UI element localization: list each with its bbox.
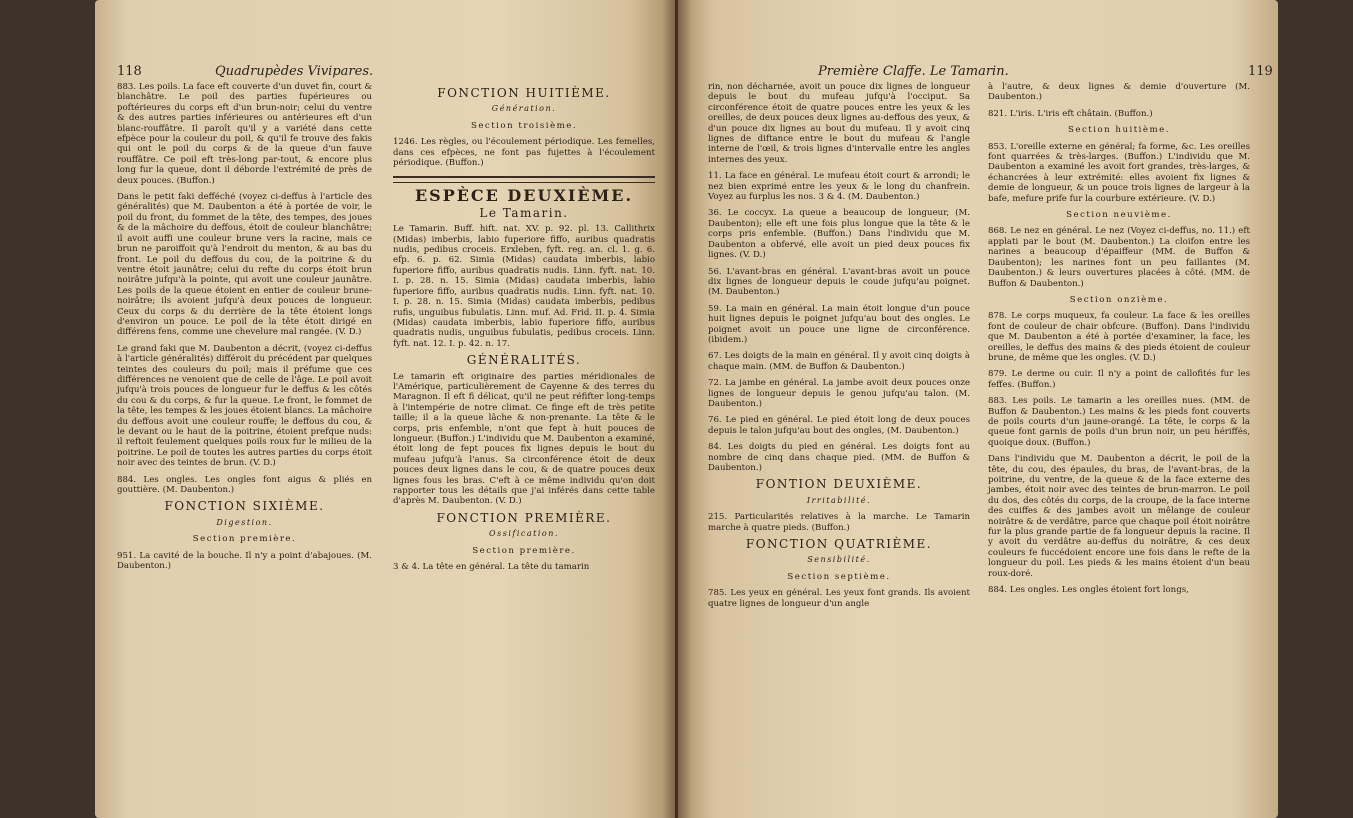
left-running-head: Quadrupèdes Vivipares. [215, 64, 374, 79]
paragraph: Le Tamarin. Buff. hift. nat. XV. p. 92. pl. 13. Callithrix (Midas) imberbis, labio fuperiore fiffo, auribus quadratis nudis, pedibus croceis. Erxleben, fyft. reg. an. cl. 1. g. 6. efp. 6. p. 62. Simia (Midas) caudata imberbis, labio fuperiore fiffo, auribus quadratis nudis. Linn. fyft. nat. 10. I. p. 28. n. 15. Simia (Midas) caudata imberbis, labio fuperiore fiffo, auribus quadratis nudis. Linn. fyft. nat. 10. I. p. 28. n. 15. Simia (Midas) caudata imberbis, pedibus rufis, unguibus fubulatis. Linn. muf. Ad. Frid. II. p. 4. Simia (Midas) caudata imberbis, labio fuperiore fiffo, auribus quadratis nudis, unguibus fubulatis, pedibus croceis. Linn. fyft. nat. 12. I. p. 42. n. 17. [393, 224, 655, 349]
book-gutter [662, 0, 692, 818]
right-column-1 [708, 82, 970, 615]
paragraph: 67. Les doigts de la main en général. Il y avoit cinq doigts à chaque main. (MM. de Buffon & Daubenton.) [708, 351, 970, 372]
paragraph: Dans l'individu que M. Daubenton a décrit, le poil de la tête, du cou, des épaules, du bras, de l'avant-bras, de la poitrine, du ventre, de la queue & de la face externe des jambes, étoit noir avec des teintes de brun-marron. Le poil du dos, des côtés du corps, de la croupe, de la face interne des cuiffes & des jambes avoit un mêlange de couleur noirâtre & de verdâtre, parce que chaque poil étoit noirâtre fur la plus grande partie de fa longueur depuis la racine. Il y avoit du verdâtre au-deffus du noirâtre, & ces deux couleurs fe fuccédoient encore une fois dans le refte de la longueur du poil. Les pieds & les mains étoient d'un beau roux-doré. [988, 454, 1250, 579]
paragraph: 883. Les poils. Le tamarin a les oreilles nues. (MM. de Buffon & Daubenton.) Les mains & les pieds font couverts de poils courts d'un jaune-orangé. La tête, le corps & la queue font garnis de poils d'un brun noir, un peu hériffés, quoique doux. (Buffon.) [988, 396, 1250, 448]
section-heading: Section neuvième. [1066, 210, 1172, 221]
section-heading: FONTION DEUXIÈME. [755, 477, 923, 492]
paragraph: 215. Particularités relatives à la marche. Le Tamarin marche à quatre pieds. (Buffon.) [708, 512, 970, 533]
section-subheading: Génération. [491, 104, 557, 114]
paragraph: Dans le petit faki defféché (voyez ci-deffus à l'article des généralités) que M. Daubenton a été à portée de voir, le poil du front, du fommet de la tête, des tempes, des joues & de la mâchoire du deffous, étoit de couleur blanchâtre; il avoit auffi une couleur brune vers la racine, mais ce brun ne paroiffoit qu'à l'endroit du menton, & au bas du front. Le poil du deffous du cou, de la poitrine & du ventre étoit jaunâtre; celui du refte du corps étoit brun noirâtre jufqu'à la pointe, qui avoit une couleur jaunâtre. Les poils de la queue étoient en entier de couleur brune-noirâtre; ils avoient jufqu'à deux pouces de longueur. Ceux du corps & du derrière de la tête étoient longs d'environ un pouce. Le poil de la tête étoit dirigé en différens fens, comme une chevelure mal rangée. (V. D.) [117, 192, 372, 338]
right-page-number: 119 [1248, 64, 1273, 79]
section-heading: FONCTION SIXIÈME. [164, 499, 325, 514]
section-heading: Section première. [192, 534, 297, 545]
left-column-2 [393, 82, 655, 578]
paragraph: 3 & 4. La tête en général. La tête du tamarin [393, 562, 590, 573]
paragraph: 868. Le nez en général. Le nez (Voyez ci-deffus, no. 11.) eft applati par le bout (M. Daubenton.) La cloifon entre les narines a beaucoup d'épaiffeur (MM. de Buffon & Daubenton); les narines font un peu faillantes (M. Daubenton.) & leurs ouvertures placées à côté. (MM. de Buffon & Daubenton.) [988, 226, 1250, 289]
left-column-1 [117, 82, 372, 577]
paragraph: 59. La main en général. La main étoit longue d'un pouce huit lignes depuis le poignet jufqu'au bout des ongles. Le poignet avoit un pouce une ligne de circonférence. (ibidem.) [708, 303, 970, 345]
left-page-number: 118 [117, 64, 142, 79]
paragraph: 853. L'oreille externe en général; fa forme, &c. Les oreilles font quarrées & très-larges. (Buffon.) L'individu que M. Daubenton a examiné les avoit fort grandes, très-larges, & échancrées à leur extrémité: elles avoient fix lignes & demie de longueur, & un pouce trois lignes de largeur à la bafe, mefure prife fur la courbure extérieure. (V. D.) [988, 141, 1250, 204]
divider [393, 176, 655, 178]
paragraph: 1246. Les règles, ou l'écoulement périodique. Les femelles, dans ces efpèces, ne font pas fujettes à l'écoulement périodique. (Buffon.) [393, 137, 655, 169]
section-subheading: Ossification. [489, 529, 559, 539]
section-heading: Section huitième. [1067, 125, 1170, 136]
section-heading: FONCTION QUATRIÈME. [745, 537, 933, 552]
paragraph: 36. Le coccyx. La queue a beaucoup de longueur, (M. Daubenton); elle eft une fois plus longue que la tête & le corps pris enfemble. (Buffon.) Dans l'individu que M. Daubenton a obfervé, elle avoit un pied deux pouces fix lignes. (V. D.) [708, 208, 970, 261]
paragraph: Le tamarin eft originaire des parties méridionales de l'Amérique, particulièrement de Cayenne & des terres du Maragnon. Il eft fi délicat, qu'il ne peut réfifter long-temps à l'intempérie de notre climat. Ce finge eft de très petite taille; il a la queue lâche & non-prenante. La tête & le corps, pris enfemble, n'ont que fept à huit pouces de longueur. (Buffon.) L'individu que M. Daubenton a examiné, étoit long de fept pouces fix lignes depuis le bout du mufeau jufqu'à l'anus. Sa circonférence étoit de deux pouces deux lignes dans le cou, & de quatre pouces deux lignes fous les bras. C'eft à ce même individu qu'on doit rapporter tous les détails que j'ai inférés dans cette table d'après M. Daubenton. (V. D.) [393, 371, 655, 507]
paragraph: Le grand faki que M. Daubenton a décrit, (voyez ci-deffus à l'article généralités) différoit du précédent par quelques teintes des couleurs du poil; mais il préfume que ces différences ne venoient que de celle de l'âge. Le poil avoit jufqu'à trois pouces de longueur fur le deffus & les côtés du cou & du corps, & fur la queue. Le front, le fommet de la tête, les tempes & les joues étoient blancs. La mâchoire du deffous avoit une couleur rouffe; le deffous du cou, & le devant ou le haut de la poitrine, étoient prefque nuds: il reftoit feulement quelques poils roux fur le milieu de la poitrine. Le poil de toutes les autres parties du corps étoit noir avec des teintes de brun. (V. D.) [117, 343, 372, 469]
paragraph: 884. Les ongles. Les ongles étoient fort longs, [988, 585, 1189, 596]
paragraph: 883. Les poils. La face eft couverte d'un duvet fin, court & blanchâtre. Le poil des parties fupérieures ou poftérieures du corps eft d'un brun-noir; celui du ventre & des autres parties inférieures ou antérieures eft d'un blanc-rouffâtre. Il paroît qu'il y a variété dans cette efpèce pour la couleur du poil, & qu'il fe trouve des fakis qui ont le poil du corps & de la queue d'un fauve rouffâtre. Ce poil eft très-long par-tout, & encore plus long fur la queue, dont il déborde l'extrémité de près de deux pouces. (Buffon.) [117, 82, 372, 186]
right-page [678, 0, 1278, 818]
paragraph: 951. La cavité de la bouche. Il n'y a point d'abajoues. (M. Daubenton.) [117, 550, 372, 572]
section-heading: Section septième. [787, 571, 891, 582]
paragraph: 56. L'avant-bras en général. L'avant-bras avoit un pouce dix lignes de longueur depuis le coude jufqu'au poignet. (M. Daubenton.) [708, 266, 970, 298]
section-subheading: Sensibilité. [807, 555, 871, 565]
species-name: Le Tamarin. [479, 205, 569, 220]
section-subheading: Irritabilité. [806, 495, 872, 505]
section-heading: Section première. [472, 545, 576, 556]
section-heading: FONCTION HUITIÈME. [437, 86, 611, 100]
right-running-head: Première Claffe. Le Tamarin. [818, 64, 1009, 79]
right-column-2 [988, 82, 1250, 601]
paragraph: 72. La jambe en général. La jambe avoit deux pouces onze lignes de longueur depuis le genou jufqu'au talon. (M. Daubenton.) [708, 378, 970, 409]
left-page [95, 0, 675, 818]
section-heading: Section onzième. [1069, 294, 1169, 305]
paragraph: 11. La face en général. Le mufeau étoit court & arrondi; le nez bien exprimé entre les yeux & le long du chanfrein. Voyez au furplus les nos. 3 & 4. (M. Daubenton.) [708, 171, 970, 203]
paragraph: rin, non décharnée, avoit un pouce dix lignes de longueur depuis le bout du mufeau jufqu'à l'occiput. Sa circonférence étoit de quatre pouces entre les yeux & les oreilles, de deux pouces deux lignes au-deffous des yeux, & d'un pouce dix lignes au bout du mufeau. Il y avoit cinq lignes de diftance entre le bout du mufeau & l'angle interne de l'œil, & trois lignes d'intervalle entre les angles internes des yeux. [708, 82, 970, 165]
paragraph: 878. Le corps muqueux, fa couleur. La face & les oreilles font de couleur de chair obfcure. (Buffon). Dans l'individu que M. Daubenton a été à portée d'examiner, la face, les oreilles, le deffus des mains & des pieds étoient de couleur brune, de même que les ongles. (V. D.) [988, 311, 1250, 363]
section-heading: GÉNÉRALITÉS. [466, 353, 582, 368]
divider [393, 182, 655, 183]
paragraph: à l'autre, & deux lignes & demie d'ouverture (M. Daubenton.) [988, 82, 1250, 103]
section-heading: Section troisième. [470, 120, 578, 131]
paragraph: 785. Les yeux en général. Les yeux font grands. Ils avoient quatre lignes de longueur d'un angle [708, 588, 970, 609]
section-heading: FONCTION PREMIÈRE. [436, 510, 612, 525]
paragraph: 76. Le pied en général. Le pied étoit long de deux pouces depuis le talon jufqu'au bout des ongles, (M. Daubenton.) [708, 415, 970, 436]
paragraph: 879. Le derme ou cuir. Il n'y a point de callofités fur les feffes. (Buffon.) [988, 369, 1250, 390]
section-subheading: Digestion. [216, 517, 273, 527]
paragraph: 884. Les ongles. Les ongles font aigus & pliés en gouttière. (M. Daubenton.) [117, 474, 372, 496]
paragraph: 821. L'iris. L'iris eft châtain. (Buffon.) [988, 108, 1153, 119]
species-heading: ESPÈCE DEUXIÈME. [414, 186, 634, 206]
paragraph: 84. Les doigts du pied en général. Les doigts font au nombre de cinq dans chaque pied. (MM. de Buffon & Daubenton.) [708, 442, 970, 473]
